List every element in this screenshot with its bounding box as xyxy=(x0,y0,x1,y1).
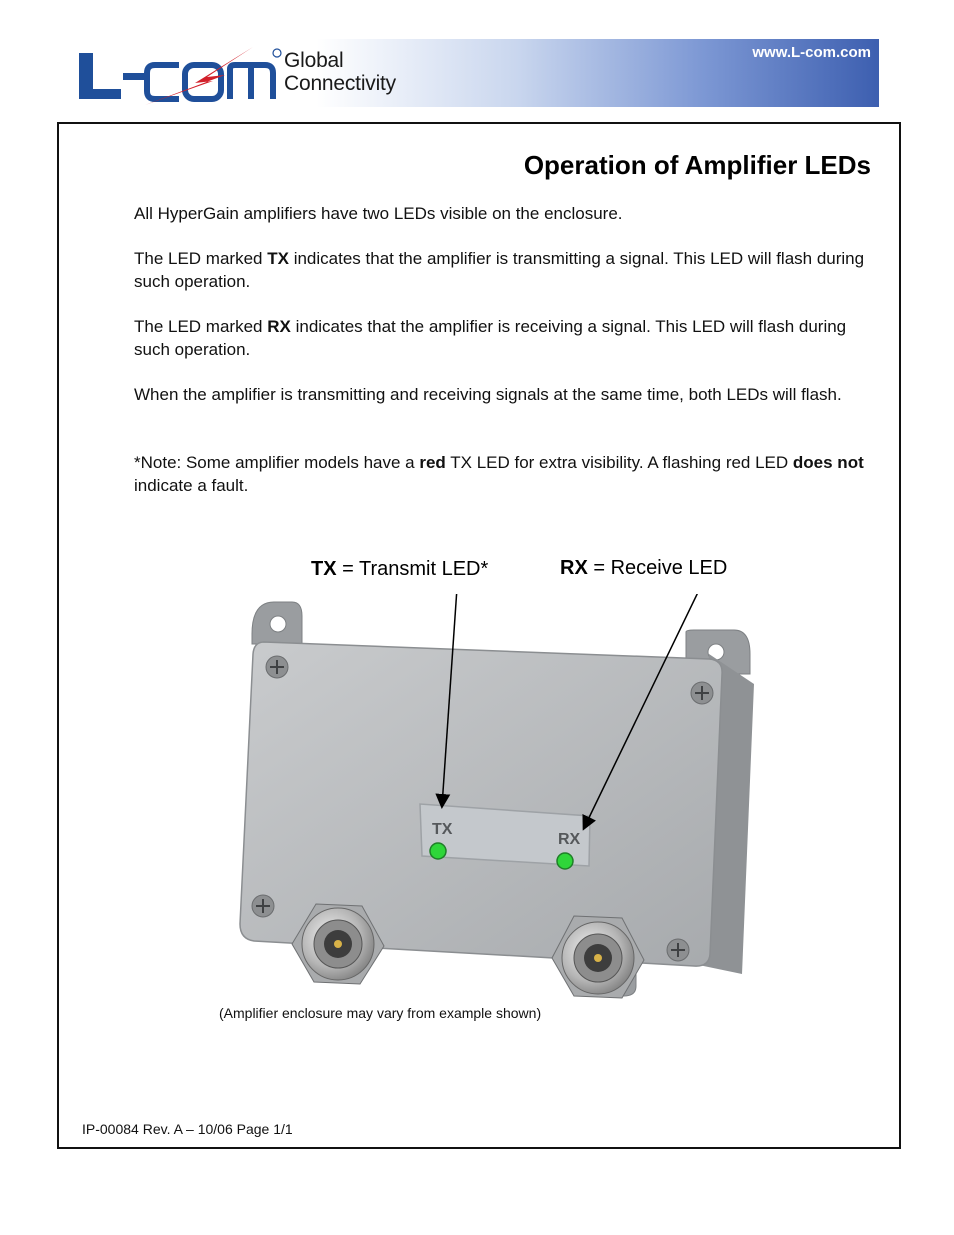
p5-mid: TX LED for extra visibility. A flashing red LED xyxy=(445,453,793,472)
amplifier-enclosure-illustration xyxy=(174,594,774,1014)
document-footer: IP-00084 Rev. A – 10/06 Page 1/1 xyxy=(82,1121,293,1137)
tx-led xyxy=(430,843,446,859)
rx-led xyxy=(557,853,573,869)
tagline xyxy=(284,49,396,95)
p2-bold: TX xyxy=(267,249,289,268)
tagline-line2: Connectivity xyxy=(284,72,396,95)
p2-post: indicates that the amplifier is transmitting a signal. This LED will flash during such operation. xyxy=(134,249,865,291)
p5-bold-does-not: does not xyxy=(792,453,864,472)
paragraph-intro xyxy=(134,202,874,225)
paragraph-rx xyxy=(134,315,874,361)
p5-post: indicate a fault. xyxy=(134,476,249,495)
rx-callout-label xyxy=(560,557,727,580)
tx-callout-rest: = Transmit LED* xyxy=(336,558,489,580)
p5-pre: *Note: Some amplifier models have a xyxy=(134,453,420,472)
p3-pre: The LED marked xyxy=(134,317,268,336)
enclosure-tx-text: TX xyxy=(432,821,453,838)
tx-callout-bold: TX xyxy=(311,558,337,580)
p4-text: When the amplifier is transmitting and receiving signals at the same time, both LEDs will flash. xyxy=(134,385,842,404)
content-frame xyxy=(57,122,901,1149)
p3-bold: RX xyxy=(267,317,291,336)
rx-callout-rest: = Receive LED xyxy=(587,557,728,579)
paragraph-tx xyxy=(134,247,874,293)
p2-pre: The LED marked xyxy=(134,249,268,268)
paragraph-note xyxy=(134,451,874,497)
rx-callout-bold: RX xyxy=(560,557,588,579)
tx-callout-label xyxy=(311,558,488,581)
page-title: Operation of Amplifier LEDs xyxy=(523,150,871,180)
tagline-line1: Global xyxy=(284,49,344,72)
p1-text: All HyperGain amplifiers have two LEDs visible on the enclosure. xyxy=(134,204,623,223)
enclosure-rx-text: RX xyxy=(558,831,581,848)
page-header xyxy=(75,39,879,107)
paragraph-both xyxy=(134,383,874,406)
p3-post: indicates that the amplifier is receiving a signal. This LED will flash during such operation. xyxy=(134,317,847,359)
p5-bold-red: red xyxy=(419,453,446,472)
figure-caption: (Amplifier enclosure may vary from example shown) xyxy=(219,1005,542,1021)
website-url[interactable]: www.L-com.com xyxy=(752,44,871,61)
